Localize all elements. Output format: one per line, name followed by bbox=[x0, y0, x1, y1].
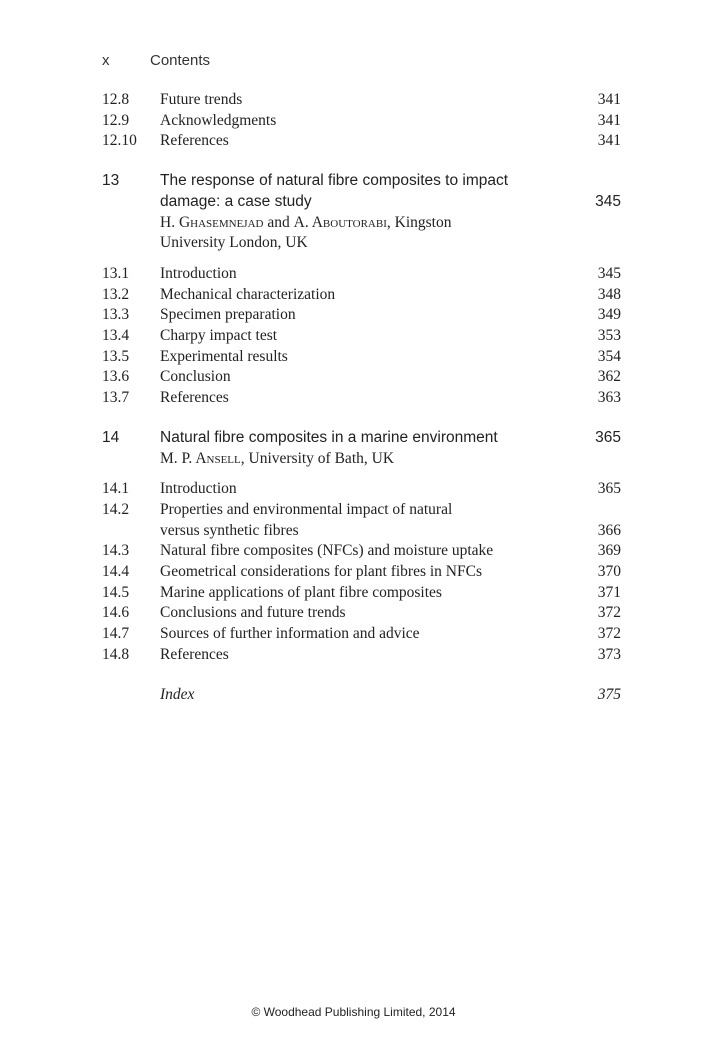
section-title: Marine applications of plant fibre composites bbox=[160, 583, 442, 601]
section-title: Future trends bbox=[160, 91, 243, 108]
section-number: 14.8 bbox=[102, 645, 130, 663]
page-number: 373 bbox=[597, 645, 621, 663]
author-affiliation: , University of Bath, UK bbox=[240, 449, 395, 467]
section-title: References bbox=[160, 389, 229, 407]
toc-chapter-13[interactable] bbox=[102, 171, 621, 212]
section-number: 14.5 bbox=[102, 583, 130, 601]
section-number: 12.10 bbox=[102, 132, 137, 150]
chapter-title-line-1: The response of natural fibre composites to impact bbox=[160, 172, 509, 190]
section-number: 13.6 bbox=[102, 368, 130, 386]
toc-chapter-14[interactable] bbox=[102, 428, 621, 449]
toc-entry-13-4[interactable] bbox=[102, 326, 621, 347]
section-title-line-1: Properties and environmental impact of natural bbox=[160, 500, 453, 518]
section-title: Natural fibre composites (NFCs) and moisture uptake bbox=[160, 542, 494, 560]
page-number: 369 bbox=[597, 542, 621, 560]
toc-entry-12-9[interactable] bbox=[102, 111, 621, 132]
chapter-14-authors bbox=[160, 449, 621, 470]
section-number: 13.5 bbox=[102, 347, 130, 365]
toc-entry-13-3[interactable] bbox=[102, 305, 621, 326]
section-title: Introduction bbox=[160, 264, 237, 282]
section-title: Charpy impact test bbox=[160, 327, 278, 345]
section-number: 12.8 bbox=[102, 91, 130, 108]
toc-entry-index[interactable] bbox=[102, 685, 621, 706]
section-number: 13.4 bbox=[102, 327, 130, 345]
running-header bbox=[102, 52, 210, 69]
toc-entry-14-3[interactable] bbox=[102, 541, 621, 562]
author-name: A. Aboutorabi bbox=[293, 213, 387, 231]
author-name: H. Ghasemnejad bbox=[160, 213, 264, 231]
table-of-contents bbox=[102, 90, 621, 705]
section-title: Introduction bbox=[160, 480, 237, 498]
toc-entry-13-1[interactable] bbox=[102, 264, 621, 285]
toc-entry-12-8[interactable] bbox=[102, 90, 621, 111]
page-number: 365 bbox=[597, 480, 621, 498]
toc-entry-14-1[interactable] bbox=[102, 479, 621, 500]
section-number: 13.7 bbox=[102, 389, 130, 407]
section-title-line-2: versus synthetic fibres bbox=[160, 521, 299, 539]
toc-entry-13-2[interactable] bbox=[102, 285, 621, 306]
page-number: 371 bbox=[597, 583, 621, 601]
section-title: Conclusion bbox=[160, 368, 231, 386]
chapter-13-authors bbox=[160, 213, 621, 254]
copyright-footer: © Woodhead Publishing Limited, 2014 bbox=[251, 1005, 456, 1019]
author-affiliation-cont: University London, UK bbox=[160, 234, 308, 252]
section-title: References bbox=[160, 645, 229, 663]
page-number: 345 bbox=[597, 264, 621, 282]
author-name: M. P. Ansell bbox=[160, 449, 241, 467]
page-number: 366 bbox=[597, 521, 621, 539]
page-number: 341 bbox=[597, 91, 621, 108]
running-title: Contents bbox=[150, 52, 211, 69]
toc-entry-14-2[interactable] bbox=[102, 500, 621, 541]
page-number: 370 bbox=[597, 563, 621, 581]
section-title: Specimen preparation bbox=[160, 306, 296, 324]
toc-entry-14-8[interactable] bbox=[102, 645, 621, 666]
toc-entry-14-4[interactable] bbox=[102, 562, 621, 583]
toc-entry-13-7[interactable] bbox=[102, 388, 621, 409]
toc-entry-13-5[interactable] bbox=[102, 347, 621, 368]
section-title: Experimental results bbox=[160, 347, 288, 365]
page-folio: x bbox=[102, 52, 110, 69]
page-number: 341 bbox=[597, 132, 621, 150]
section-title: Sources of further information and advice bbox=[160, 625, 420, 643]
page-number: 341 bbox=[597, 111, 621, 129]
section-number: 13.2 bbox=[102, 285, 130, 303]
page-number: 372 bbox=[597, 625, 621, 643]
section-number: 14.2 bbox=[102, 500, 130, 518]
section-title: Conclusions and future trends bbox=[160, 604, 346, 622]
toc-entry-13-6[interactable] bbox=[102, 367, 621, 388]
page-number: 372 bbox=[597, 604, 621, 622]
index-title: Index bbox=[160, 685, 195, 703]
chapter-title: Natural fibre composites in a marine environment bbox=[160, 428, 498, 446]
section-number: 12.9 bbox=[102, 111, 130, 129]
section-number: 14.6 bbox=[102, 604, 130, 622]
section-title: Geometrical considerations for plant fibres in NFCs bbox=[160, 563, 482, 581]
chapter-page-number: 345 bbox=[595, 192, 621, 210]
section-number: 14.7 bbox=[102, 625, 130, 643]
section-number: 14.1 bbox=[102, 480, 130, 498]
page-number: 348 bbox=[597, 285, 621, 303]
section-title: References bbox=[160, 132, 229, 150]
section-number: 13.1 bbox=[102, 264, 130, 282]
toc-entry-14-7[interactable] bbox=[102, 624, 621, 645]
section-number: 13.3 bbox=[102, 306, 130, 324]
toc-entry-12-10[interactable] bbox=[102, 131, 621, 152]
toc-entry-14-6[interactable] bbox=[102, 603, 621, 624]
chapter-number: 14 bbox=[102, 428, 120, 446]
section-title: Mechanical characterization bbox=[160, 285, 336, 303]
author-joiner: and bbox=[263, 213, 294, 231]
page-number: 354 bbox=[597, 347, 621, 365]
section-number: 14.4 bbox=[102, 563, 130, 581]
page-number: 363 bbox=[597, 389, 621, 407]
section-title: Acknowledgments bbox=[160, 111, 277, 129]
author-affiliation: , Kingston bbox=[386, 213, 452, 231]
chapter-page-number: 365 bbox=[595, 428, 621, 446]
index-page-number: 375 bbox=[597, 685, 621, 703]
section-number: 14.3 bbox=[102, 542, 130, 560]
toc-entry-14-5[interactable] bbox=[102, 583, 621, 604]
page-number: 362 bbox=[597, 368, 621, 386]
page-number: 353 bbox=[597, 327, 621, 345]
chapter-title-line-2: damage: a case study bbox=[160, 192, 312, 210]
page-number: 349 bbox=[597, 306, 621, 324]
chapter-number: 13 bbox=[102, 172, 120, 190]
